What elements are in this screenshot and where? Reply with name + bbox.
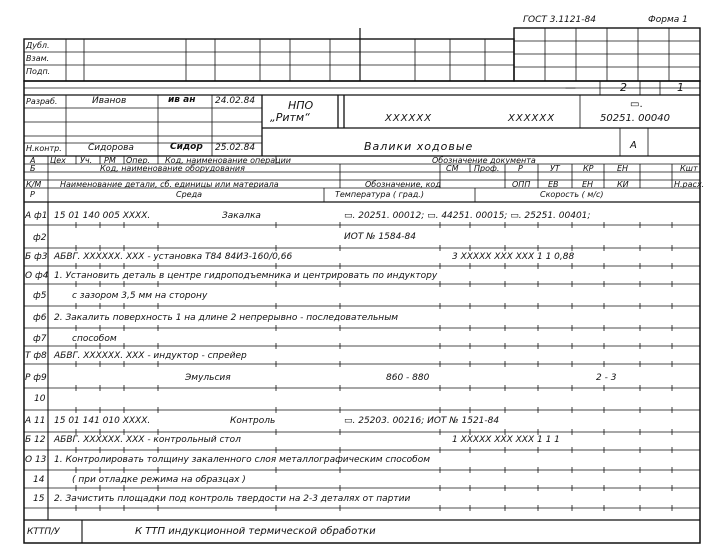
form-label: Форма 1 (648, 15, 688, 25)
razrab-name: Иванов (92, 96, 127, 106)
row-extra: 860 - 880 (386, 373, 430, 383)
row-text: 2. Зачистить площадки под контроль твердости на 2-3 деталях от партии (54, 494, 411, 504)
row-text: 15 01 141 010 XXXX. (54, 416, 151, 426)
row-code: О 13 (25, 455, 47, 465)
letter: A (630, 140, 637, 151)
row-extra: Закалка (222, 211, 261, 221)
razrab-date: 24.02.84 (215, 96, 256, 106)
row-text: 15 01 140 005 XXXX. (54, 211, 151, 221)
row-text: ( при отладке режима на образцах ) (72, 475, 246, 485)
hdr-p: Р (30, 190, 35, 199)
row-code: А ф1 (25, 211, 48, 221)
product-name: Валики ходовые (364, 140, 474, 153)
footer-text: К ТТП индукционной термической обработки (135, 526, 376, 537)
hdr-ut: УТ (550, 164, 560, 173)
org-name-line2: „Ритм“ (270, 111, 310, 124)
hdr-kshtt: Кшт (680, 164, 698, 173)
hdr-oboz: Обозначение, код (365, 180, 441, 189)
hdr-sreda: Среда (176, 190, 203, 199)
hdr-uch: Уч. (80, 156, 93, 165)
row-text: с зазором 3,5 мм на сторону (72, 291, 208, 301)
row-text: АБВГ. XXXXXX. XXX - установка Т84 84И3-160/0,66 (54, 252, 293, 262)
row-text: АБВГ. XXXXXX. XXX - контрольный стол (54, 435, 241, 445)
row-right: ИОТ № 1584-84 (344, 232, 416, 242)
doc-rect-icon: ▭. (630, 99, 643, 110)
razrab-signature: ив ан (168, 95, 196, 105)
hdr-temperature: Температура ( град.) (335, 190, 424, 199)
hdr-rm: РМ (104, 156, 116, 165)
hdr-nrash: Н.расх. (674, 180, 705, 189)
row-text: 2. Закалить поверхность 1 на длине 2 непрерывно - последовательным (54, 313, 399, 323)
row-code: ф7 (33, 334, 47, 344)
code-2: XXXXXX (508, 113, 556, 124)
hdr-ki: КИ (617, 180, 629, 189)
sheets-total: 2 (620, 81, 627, 94)
nkontr-signature: Сидор (170, 142, 203, 152)
hdr-kod-operation: Код, наименование операции (165, 156, 291, 165)
doc-number: 50251. 00040 (600, 113, 670, 124)
dubl-label: Дубл. (26, 41, 50, 50)
row-code: ф5 (33, 291, 47, 301)
hdr-a: A (30, 156, 36, 165)
hdr-r: Р (518, 164, 523, 173)
nkontr-date: 25.02.84 (215, 143, 256, 153)
nkontr-name: Сидорова (88, 143, 134, 153)
row-extra: Контроль (230, 416, 276, 426)
row-text: 1. Контролировать толщину закаленного слоя металлографическим способом (54, 455, 431, 465)
row-code: А 11 (25, 416, 46, 426)
hdr-speed: Скорость ( м/с) (540, 190, 604, 199)
hdr-part-name: Наименование детали, сб. единицы или материала (60, 180, 279, 189)
hdr-opp: ОПП (512, 180, 531, 189)
hdr-prof: Проф. (474, 164, 500, 173)
code-1: XXXXXX (385, 113, 433, 124)
row-text: способом (72, 334, 117, 344)
row-code: Т ф8 (25, 351, 47, 361)
nkontr-label: Н.контр. (26, 144, 62, 153)
row-text: Эмульсия (185, 373, 231, 383)
hdr-tseh: Цех (50, 156, 66, 165)
row-right: ▭. 20251. 00012; ▭. 44251. 00015; ▭. 25251. 00401; (344, 211, 591, 221)
footer-code: КТТП/У (27, 527, 60, 537)
org-name-line1: НПО (288, 99, 314, 112)
hdr-b: Б (30, 164, 36, 173)
row-right: 2 - 3 (596, 373, 617, 383)
sheet-number: 1 (677, 81, 684, 94)
hdr-en: ЕН (617, 164, 629, 173)
hdr-km: К/М (26, 180, 42, 189)
standard-label: ГОСТ 3.1121-84 (523, 15, 596, 25)
hdr-kr: КР (583, 164, 594, 173)
row-right: 1 XXXXX XXX XXX 1 1 1 (452, 435, 560, 445)
row-code: 10 (34, 394, 46, 404)
hdr-doc: Обозначение документа (432, 156, 536, 165)
hdr-sm: СМ (446, 164, 459, 173)
vzam-label: Взам. (26, 54, 50, 63)
row-code: Р ф9 (25, 373, 47, 383)
hdr-oper: Опер. (126, 156, 151, 165)
hdr-equipment: Код, наименование оборудования (100, 164, 245, 173)
sheet-dash: — (565, 81, 576, 94)
row-code: ф2 (33, 233, 47, 243)
row-code: 14 (33, 475, 45, 485)
row-right: ▭. 25203. 00216; ИОТ № 1521-84 (344, 416, 500, 426)
row-code: Б ф3 (25, 252, 48, 262)
row-code: Б 12 (25, 435, 46, 445)
row-code: О ф4 (25, 271, 49, 281)
hdr-ev: ЕВ (548, 180, 559, 189)
row-text: АБВГ. XXXXXX. XXX - индуктор - спрейер (54, 351, 247, 361)
row-right: 3 XXXXX XXX XXX 1 1 0,88 (452, 252, 575, 262)
row-code: 15 (33, 494, 45, 504)
hdr-en-2: ЕН (582, 180, 594, 189)
row-code: ф6 (33, 313, 47, 323)
razrab-label: Разраб. (26, 97, 58, 106)
row-text: 1. Установить деталь в центре гидроподъемника и центрировать по индуктору (54, 271, 438, 281)
podp-label: Подп. (26, 67, 51, 76)
